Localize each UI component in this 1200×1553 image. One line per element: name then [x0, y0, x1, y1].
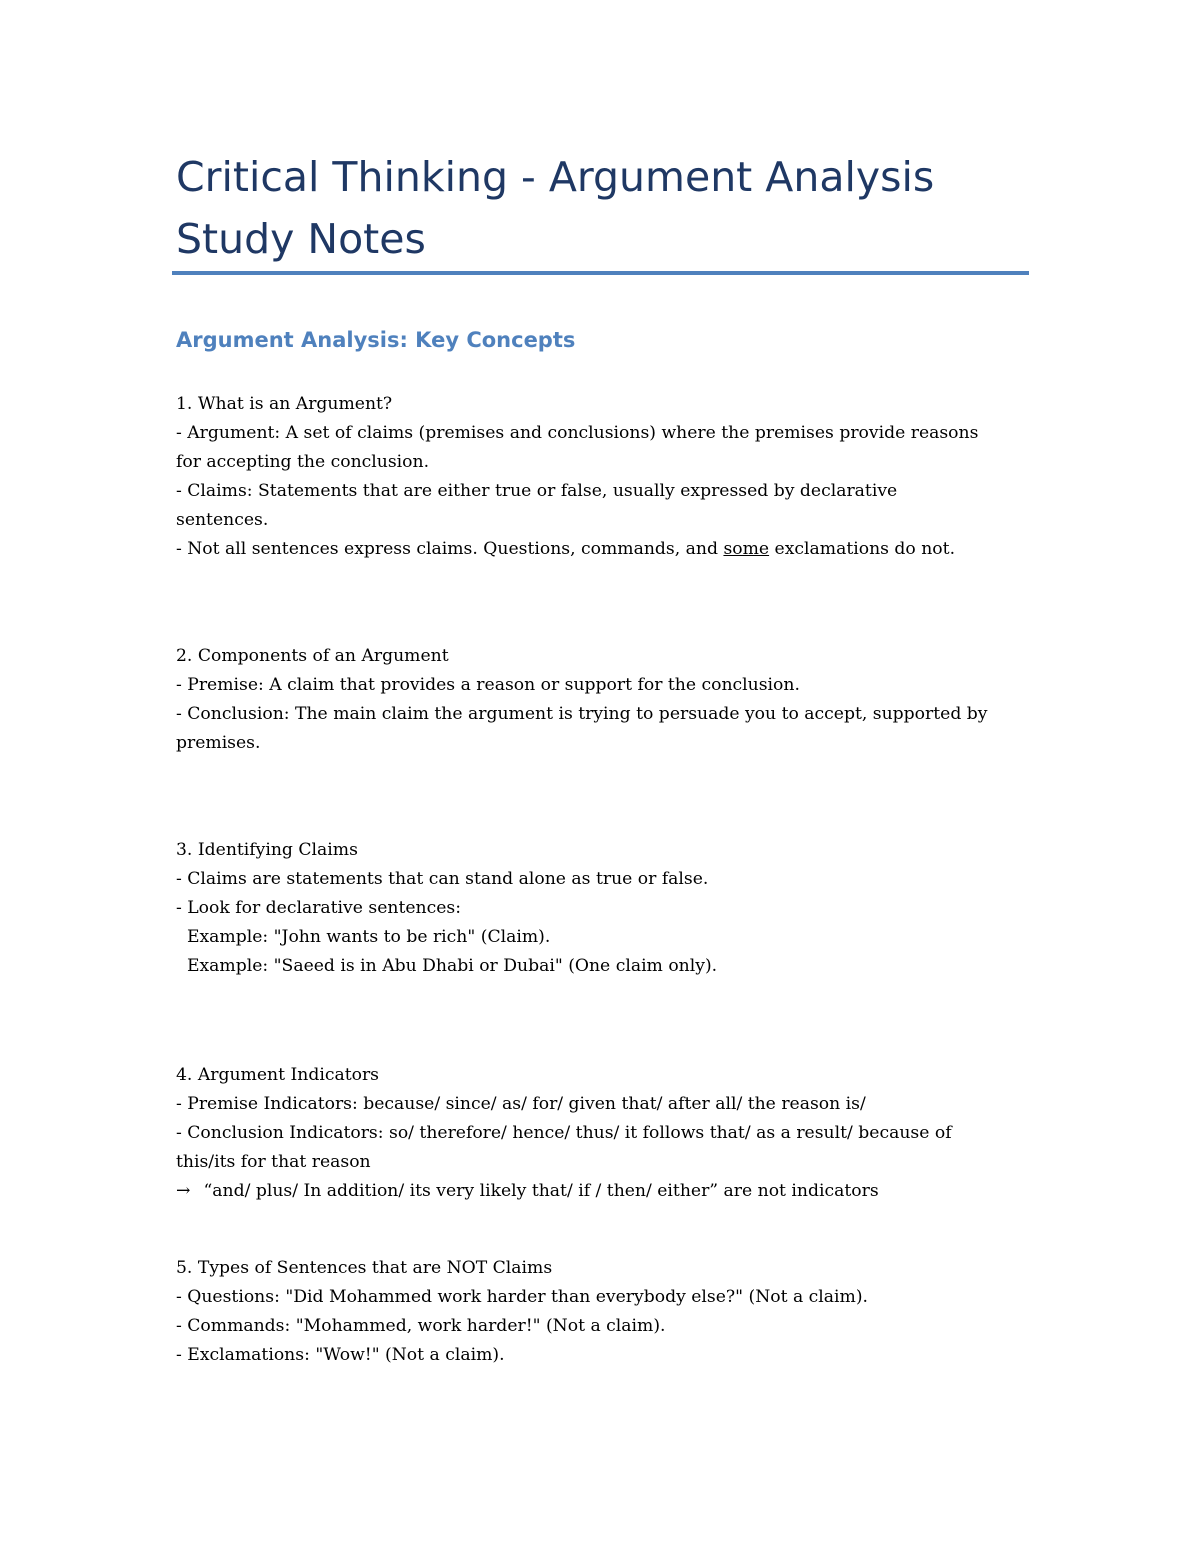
- text-fragment: “and/ plus/ In addition/ its very likely that/ if / then/ either” are not indicators: [203, 1181, 879, 1201]
- text-line: - Conclusion Indicators: so/ therefore/ hence/ thus/ it follows that/ as a result/ because of: [176, 1123, 952, 1143]
- text-line: [176, 1177, 1036, 1206]
- section-argument-indicators: [176, 1061, 1036, 1206]
- text-line: Example: "John wants to be rich" (Claim).: [176, 927, 551, 947]
- section-title: 2. Components of an Argument: [176, 646, 449, 666]
- document-title: [176, 146, 1036, 270]
- text-line: - Commands: "Mohammed, work harder!" (Not a claim).: [176, 1316, 666, 1336]
- section-title: 1. What is an Argument?: [176, 394, 393, 414]
- section-title: 3. Identifying Claims: [176, 840, 358, 860]
- underlined-word: some: [723, 539, 770, 559]
- title-line-1: Critical Thinking - Argument Analysis: [176, 153, 935, 201]
- text-line: - Premise Indicators: because/ since/ as/ for/ given that/ after all/ the reason is/: [176, 1094, 866, 1114]
- section-title: 4. Argument Indicators: [176, 1065, 379, 1085]
- section-not-claims: [176, 1254, 1036, 1370]
- title-line-2: Study Notes: [176, 215, 426, 263]
- text-line: - Premise: A claim that provides a reason or support for the conclusion.: [176, 675, 800, 695]
- title-underline-rule: [172, 271, 1029, 275]
- text-line: - Exclamations: "Wow!" (Not a claim).: [176, 1345, 505, 1365]
- text-fragment: - Not all sentences express claims. Questions, commands, and: [176, 539, 724, 559]
- text-fragment: exclamations do not.: [769, 539, 956, 559]
- text-line: - Argument: A set of claims (premises and conclusions) where the premises provide reasons: [176, 423, 979, 443]
- section-what-is-argument: [176, 390, 1036, 564]
- section-heading: Argument Analysis: Key Concepts: [176, 328, 576, 352]
- text-line: premises.: [176, 733, 261, 753]
- text-line: sentences.: [176, 510, 269, 530]
- text-line: - Claims are statements that can stand alone as true or false.: [176, 869, 709, 889]
- section-title: 5. Types of Sentences that are NOT Claims: [176, 1258, 553, 1278]
- text-line: for accepting the conclusion.: [176, 452, 430, 472]
- arrow-right-icon: →: [176, 1181, 191, 1201]
- text-line: - Claims: Statements that are either true or false, usually expressed by declarative: [176, 481, 898, 501]
- text-line: [176, 535, 1036, 564]
- text-line: - Look for declarative sentences:: [176, 898, 462, 918]
- text-line: - Questions: "Did Mohammed work harder than everybody else?" (Not a claim).: [176, 1287, 869, 1307]
- text-line: Example: "Saeed is in Abu Dhabi or Dubai" (One claim only).: [176, 956, 718, 976]
- text-line: this/its for that reason: [176, 1152, 371, 1172]
- text-line: - Conclusion: The main claim the argument is trying to persuade you to accept, supported by: [176, 704, 988, 724]
- section-components: [176, 642, 1036, 758]
- section-identifying-claims: [176, 836, 1036, 981]
